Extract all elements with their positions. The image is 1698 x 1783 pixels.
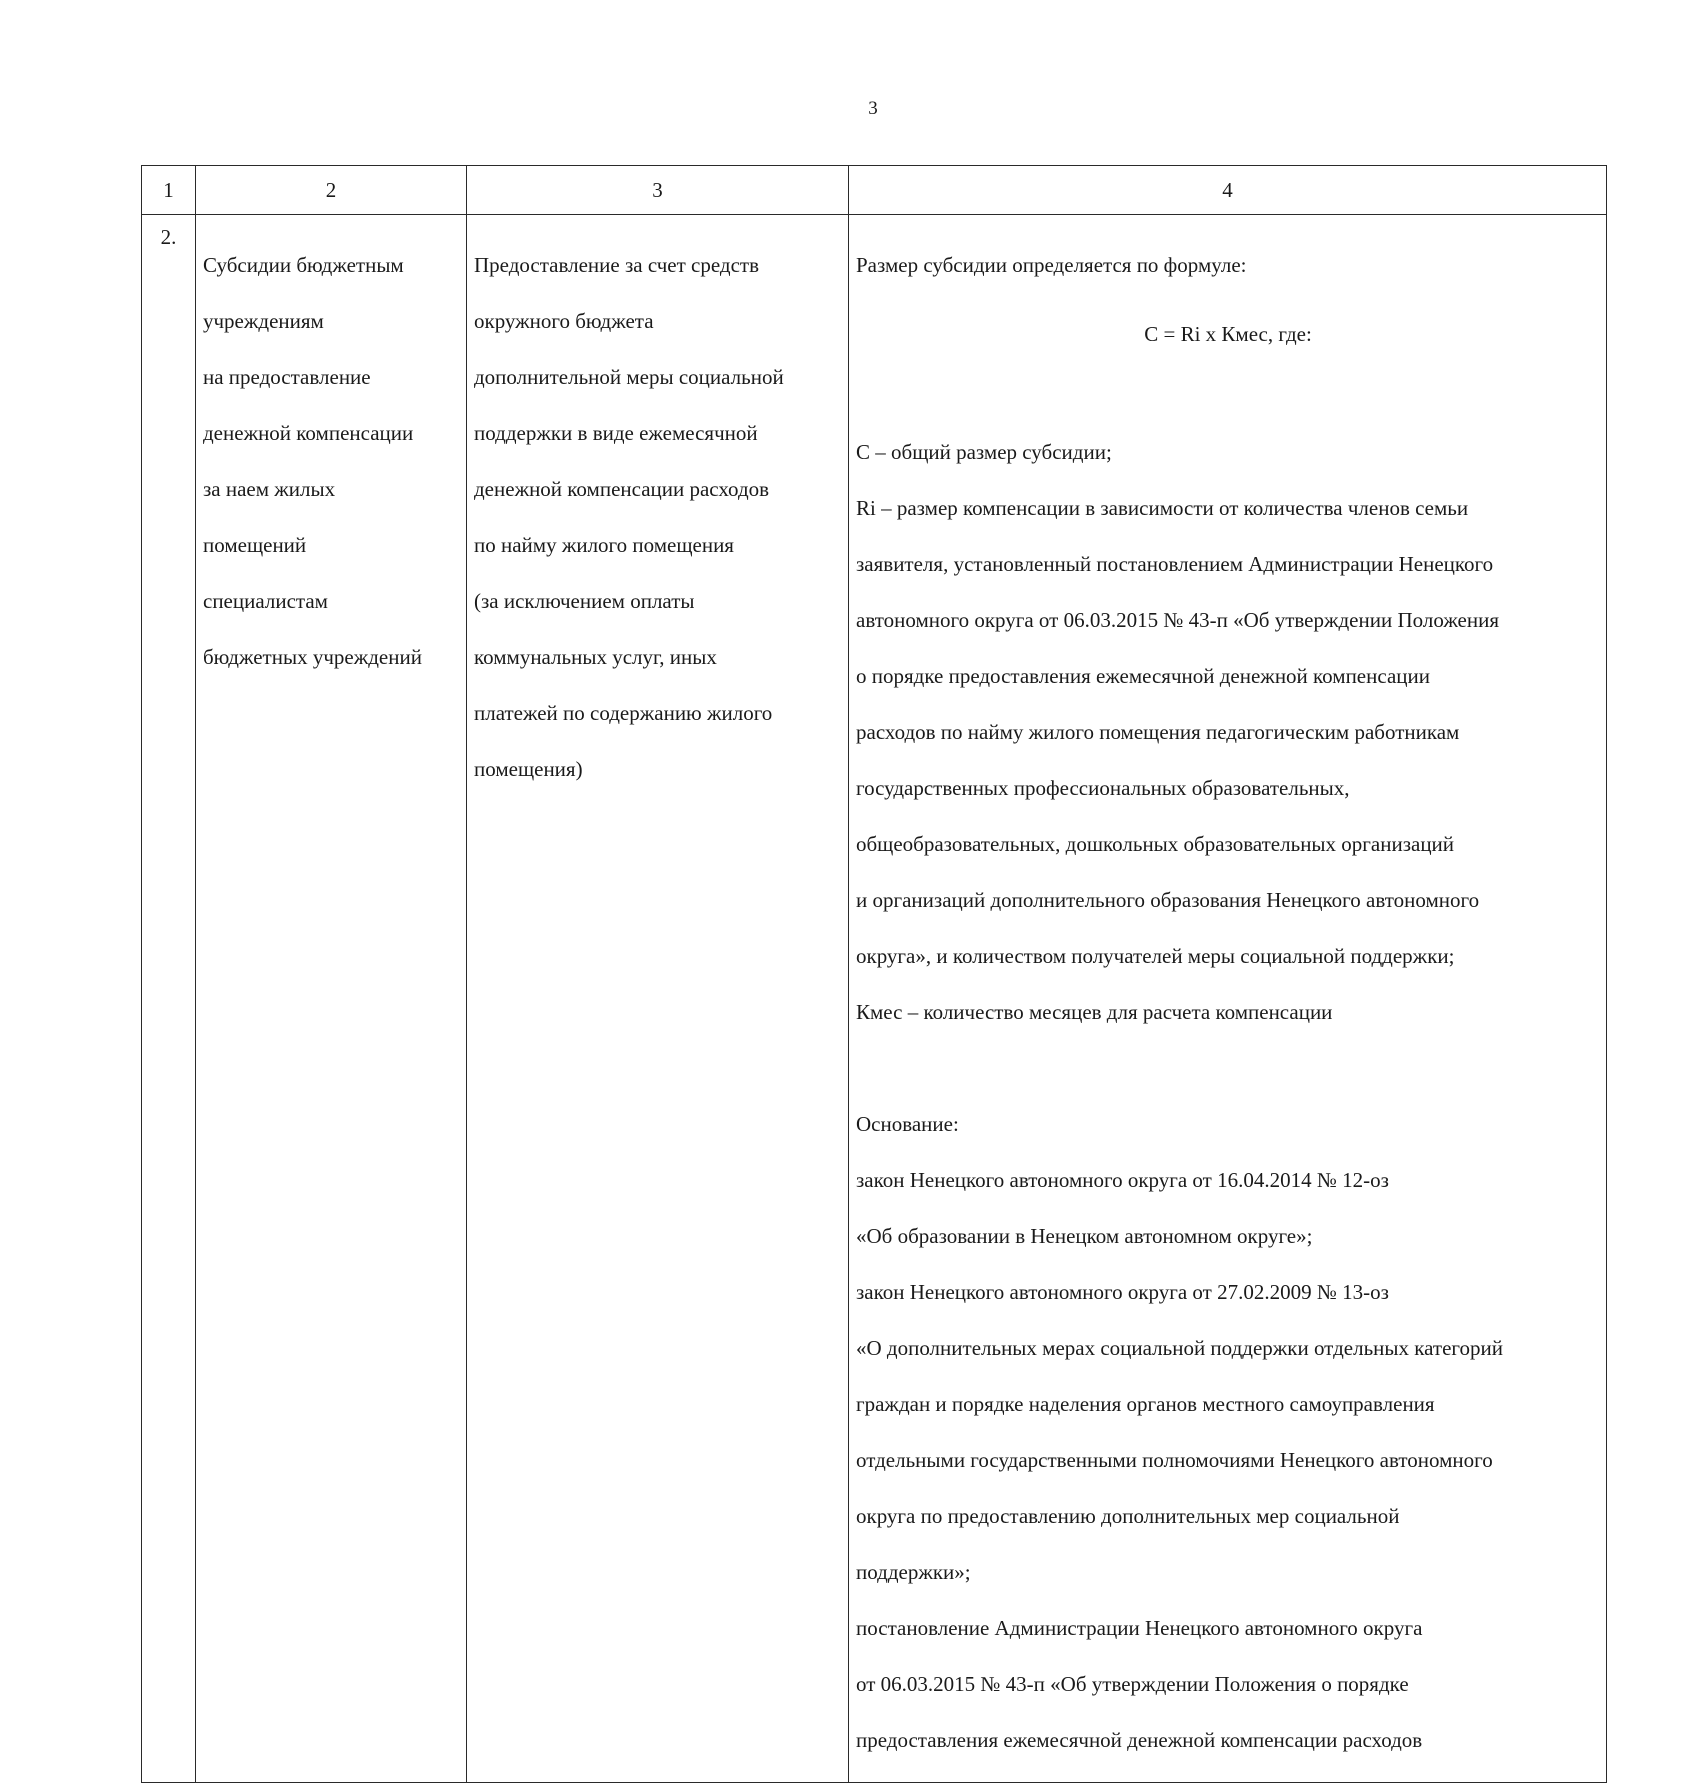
- definition-line: C – общий размер субсидии;: [856, 440, 1112, 464]
- subsidy-name-line: денежной компенсации: [203, 421, 414, 445]
- definition-line: расходов по найму жилого помещения педагогическим работникам: [856, 720, 1460, 744]
- definition-line: общеобразовательных, дошкольных образовательных организаций: [856, 832, 1455, 856]
- subsidy-name-line: Субсидии бюджетным: [203, 253, 404, 277]
- subsidy-name-line: помещений: [203, 533, 307, 557]
- basis-line: закон Ненецкого автономного округа от 27.02.2009 № 13-оз: [856, 1280, 1389, 1304]
- basis-line: от 06.03.2015 № 43-п «Об утверждении Положения о порядке: [856, 1672, 1409, 1696]
- definition-line: о порядке предоставления ежемесячной денежной компенсации: [856, 664, 1430, 688]
- header-cell-1: 1: [142, 166, 196, 215]
- purpose-line: поддержки в виде ежемесячной: [474, 421, 758, 445]
- spacer: [856, 1054, 1600, 1082]
- basis-title: Основание:: [856, 1112, 959, 1136]
- subsidy-formula: C = Ri x Кмес, где:: [1144, 322, 1312, 346]
- basis-line: граждан и порядке наделения органов местного самоуправления: [856, 1392, 1435, 1416]
- subsidy-name-line: специалистам: [203, 589, 328, 613]
- purpose-line: помещения): [474, 757, 583, 781]
- basis-line: округа по предоставлению дополнительных мер социальной: [856, 1504, 1400, 1528]
- subsidy-name-line: учреждениям: [203, 309, 324, 333]
- subsidy-name-line: бюджетных учреждений: [203, 645, 422, 669]
- header-cell-3: 3: [467, 166, 849, 215]
- basis-line: постановление Администрации Ненецкого автономного округа: [856, 1616, 1423, 1640]
- definition-line: государственных профессиональных образовательных,: [856, 776, 1350, 800]
- purpose-line: дополнительной меры социальной: [474, 365, 784, 389]
- header-cell-4: 4: [849, 166, 1607, 215]
- row-number-cell: 2.: [142, 215, 196, 1783]
- basis-line: предоставления ежемесячной денежной компенсации расходов: [856, 1728, 1423, 1752]
- header-cell-2: 2: [196, 166, 467, 215]
- calculation-method-cell: [849, 215, 1607, 1783]
- basis-line: закон Ненецкого автономного округа от 16.04.2014 № 12-оз: [856, 1168, 1389, 1192]
- definition-line: Ri – размер компенсации в зависимости от количества членов семьи: [856, 496, 1469, 520]
- spacer: [856, 392, 1600, 410]
- definition-line: автономного округа от 06.03.2015 № 43-п «Об утверждении Положения: [856, 608, 1500, 632]
- definition-line: округа», и количеством получателей меры социальной поддержки;: [856, 944, 1455, 968]
- definition-line: Кмес – количество месяцев для расчета компенсации: [856, 1000, 1333, 1024]
- table-row: [142, 215, 1607, 1783]
- subsidy-name-line: за наем жилых: [203, 477, 336, 501]
- purpose-line: по найму жилого помещения: [474, 533, 734, 557]
- formula-intro: Размер субсидии определяется по формуле:: [856, 253, 1247, 277]
- definition-line: заявителя, установленный постановлением Администрации Ненецкого: [856, 552, 1494, 576]
- purpose-line: окружного бюджета: [474, 309, 654, 333]
- document-table: [141, 165, 1607, 1783]
- page-number: 3: [868, 98, 878, 119]
- definition-line: и организаций дополнительного образования Ненецкого автономного: [856, 888, 1480, 912]
- basis-line: «Об образовании в Ненецком автономном округе»;: [856, 1224, 1313, 1248]
- basis-line: «О дополнительных мерах социальной поддержки отдельных категорий: [856, 1336, 1503, 1360]
- subsidy-name-line: на предоставление: [203, 365, 371, 389]
- purpose-line: коммунальных услуг, иных: [474, 645, 717, 669]
- purpose-line: денежной компенсации расходов: [474, 477, 770, 501]
- subsidy-name-cell: [196, 215, 467, 1783]
- basis-line: отдельными государственными полномочиями Ненецкого автономного: [856, 1448, 1493, 1472]
- purpose-line: (за исключением оплаты: [474, 589, 695, 613]
- basis-line: поддержки»;: [856, 1560, 971, 1584]
- subsidy-purpose-cell: [467, 215, 849, 1783]
- table-header-row: [142, 166, 1607, 215]
- purpose-line: платежей по содержанию жилого: [474, 701, 773, 725]
- purpose-line: Предоставление за счет средств: [474, 253, 760, 277]
